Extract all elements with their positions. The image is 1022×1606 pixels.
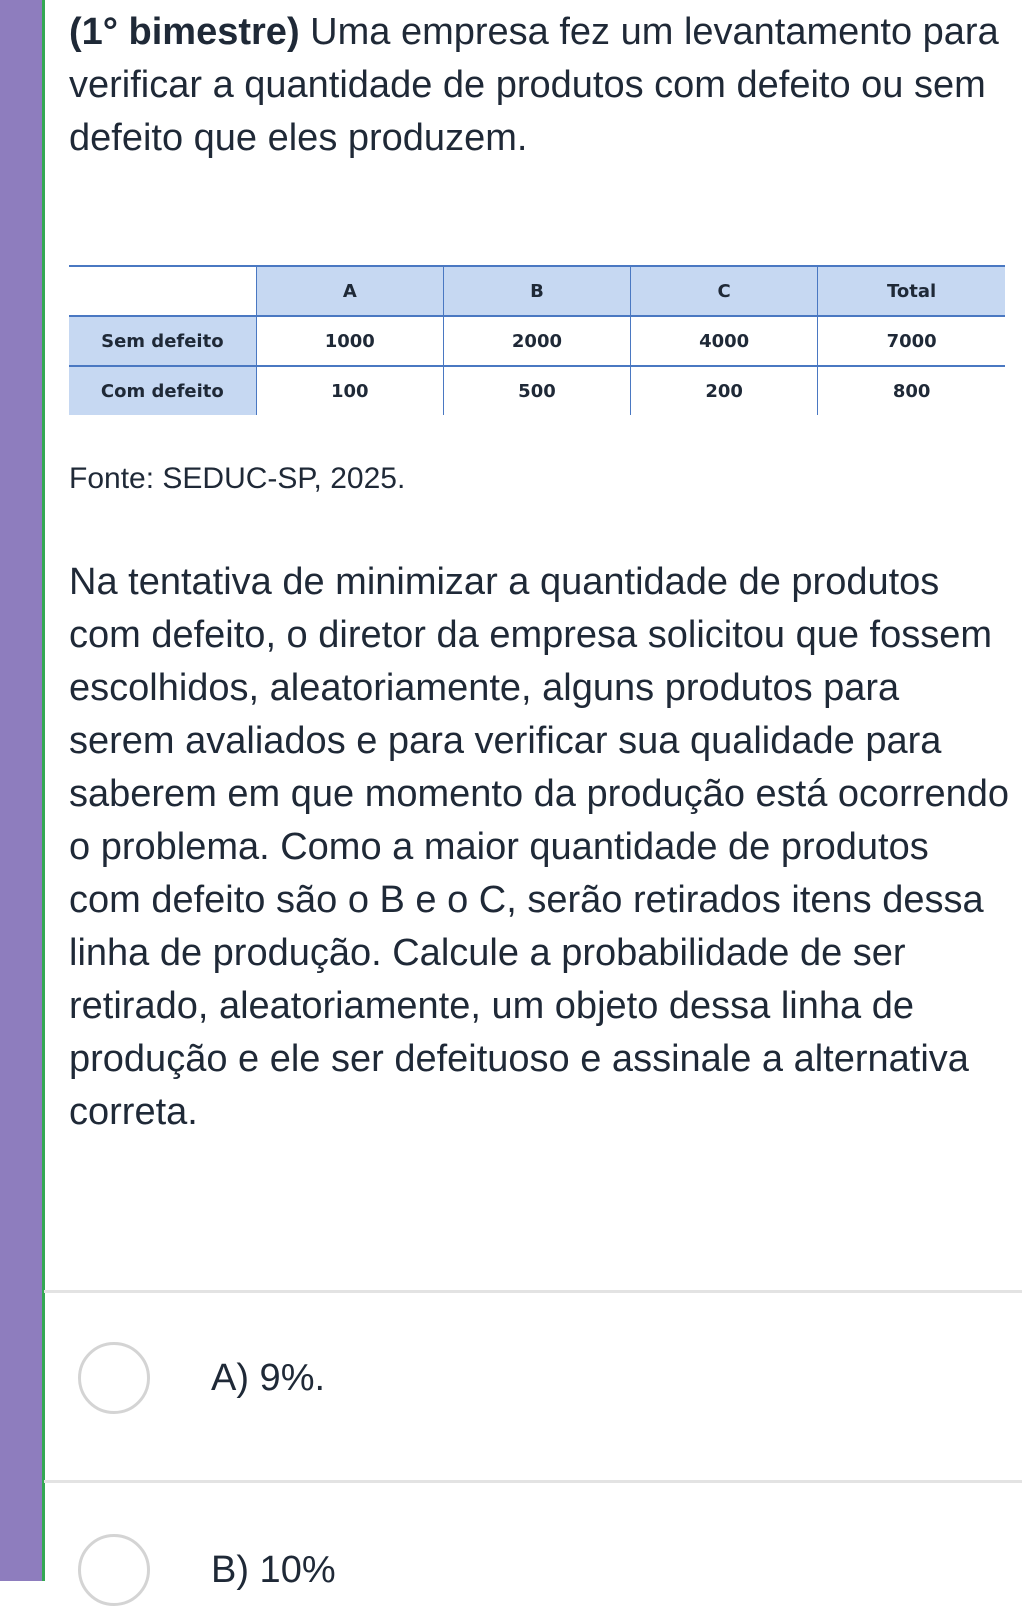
option-b[interactable]: [78, 1534, 336, 1606]
table-cell: 4000: [631, 316, 818, 366]
table-cell: 500: [443, 366, 630, 415]
table-cell: 7000: [818, 316, 1005, 366]
divider: [44, 1480, 1022, 1483]
table-cell: 2000: [443, 316, 630, 366]
row-label-com-defeito: Com defeito: [69, 366, 256, 415]
option-a[interactable]: [78, 1342, 325, 1414]
table-cell: 800: [892, 380, 931, 402]
question-title: [69, 0, 1009, 165]
defect-table: [69, 265, 1005, 415]
question-title-bold: (1° bimestre): [69, 11, 300, 53]
radio-button-icon[interactable]: [78, 1534, 150, 1606]
question-body: Na tentativa de minimizar a quantidade de produtos com defeito, o diretor da empresa solicitou que fossem escolhidos, aleatoriamente, alguns produtos para serem avaliados e para verificar sua qualidade para saberem em que momento da produção está ocorrendo o problema. Como a maior quantidade de produtos com defeito são o B e o C, serão retirados itens dessa linha de produção. Calcule a probabilidade de ser retirado, aleatoriamente, um objeto dessa linha de produção e ele ser defeituoso e assinale a alternativa correta.: [69, 561, 1009, 1133]
table-header-total: Total: [818, 266, 1005, 316]
table-source: Fonte: SEDUC-SP, 2025.: [69, 462, 406, 495]
table-cell: 200: [631, 366, 818, 415]
question-card: [69, 0, 1009, 1133]
option-b-label[interactable]: B) 10%: [211, 1548, 336, 1591]
table-corner-cell: [69, 266, 256, 316]
option-a-label[interactable]: A) 9%.: [211, 1356, 326, 1399]
table-cell: 100: [256, 366, 443, 415]
left-accent-edge: [42, 0, 45, 1581]
table-header-row: [69, 266, 1005, 316]
table-row: [69, 366, 1005, 415]
radio-button-icon[interactable]: [78, 1342, 150, 1414]
table-header-a: A: [256, 266, 443, 316]
table-row: [69, 316, 1005, 366]
row-label-sem-defeito: Sem defeito: [69, 316, 256, 366]
question-title-text: Uma empresa fez um levantamento para verificar a quantidade de produtos com defeito ou sem defeito que eles produzem.: [69, 11, 999, 159]
table-cell: 1000: [256, 316, 443, 366]
divider: [44, 1290, 1022, 1293]
table-header-c: C: [631, 266, 818, 316]
table-header-b: B: [443, 266, 630, 316]
left-accent-rail: [0, 0, 44, 1581]
